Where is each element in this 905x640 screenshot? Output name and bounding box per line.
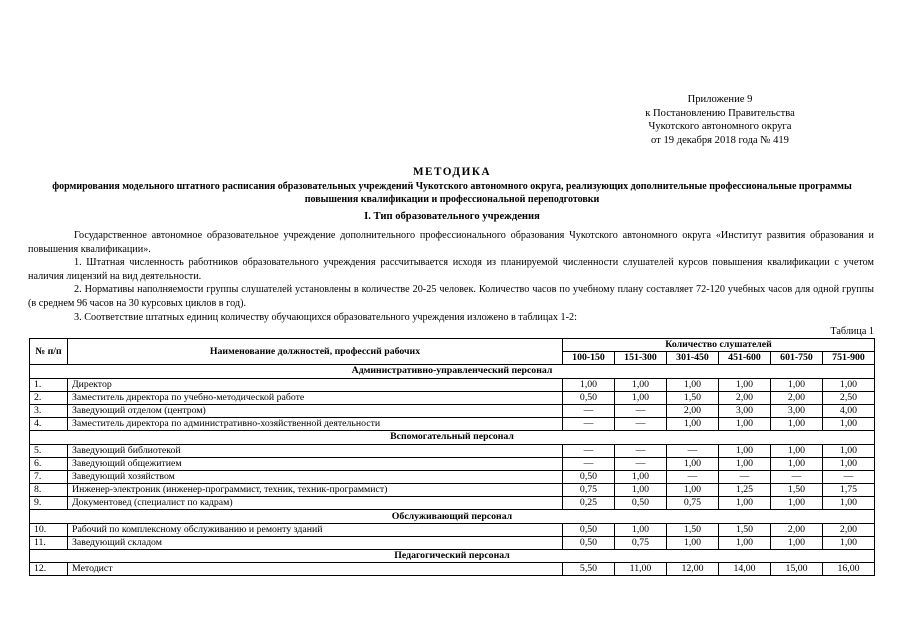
staff-value: 1,00 — [615, 484, 667, 497]
staff-value: 4,00 — [823, 404, 875, 417]
staff-value: — — [563, 418, 615, 431]
table-row — [30, 444, 875, 457]
section-row — [30, 510, 875, 523]
staff-value: — — [563, 457, 615, 470]
staff-value: 0,25 — [563, 497, 615, 510]
staff-value: 1,00 — [667, 378, 719, 391]
position-name: Документовед (специалист по кадрам) — [68, 497, 563, 510]
staff-value: 0,75 — [563, 484, 615, 497]
staff-value: 1,50 — [667, 391, 719, 404]
header-range: 151-300 — [615, 352, 667, 365]
section-title: Административно-управленческий персонал — [30, 365, 875, 378]
row-number: 9. — [30, 497, 68, 510]
staff-value: 1,00 — [771, 497, 823, 510]
staff-value: 1,00 — [823, 444, 875, 457]
staff-value: 12,00 — [667, 563, 719, 576]
body-text — [28, 229, 874, 324]
staff-value: 2,00 — [771, 391, 823, 404]
section-heading: I. Тип образовательного учреждения — [364, 211, 540, 222]
section-title: Обслуживающий персонал — [30, 510, 875, 523]
staff-value: 1,00 — [771, 444, 823, 457]
table-row — [30, 563, 875, 576]
row-number: 7. — [30, 470, 68, 483]
staff-value: 1,00 — [823, 497, 875, 510]
staff-value: 2,50 — [823, 391, 875, 404]
staff-value: 0,50 — [563, 470, 615, 483]
staff-value: 1,50 — [719, 523, 771, 536]
staff-value: 1,00 — [771, 536, 823, 549]
staff-table — [29, 338, 875, 576]
staff-value: 1,00 — [823, 457, 875, 470]
paragraph: Государственное автономное образовательное учреждение дополнительного профессионального образования Чукотского автономного округа «Институт развития образования и повышения квалификации». — [28, 230, 874, 255]
document-title: МЕТОДИКА — [412, 166, 492, 178]
table-row — [30, 536, 875, 549]
table-body — [30, 365, 875, 576]
paragraph: 2. Нормативы наполняемости группы слушателей установлены в количестве 20-25 человек. Количество часов по учебному плану составляет 72-120 учебных часов для одной группы (в среднем 96 часов на 30 курсовых циклов в год). — [28, 284, 874, 309]
section-title: Вспомогательный персонал — [30, 431, 875, 444]
row-number: 5. — [30, 444, 68, 457]
staff-value: — — [615, 457, 667, 470]
header-number: № п/п — [30, 339, 68, 365]
staff-value: 15,00 — [771, 563, 823, 576]
staff-value: 1,00 — [563, 378, 615, 391]
position-name: Заведующий отделом (центром) — [68, 404, 563, 417]
position-name: Директор — [68, 378, 563, 391]
row-number: 3. — [30, 404, 68, 417]
appendix-line: Приложение 9 — [687, 94, 753, 105]
header-range: 601-750 — [771, 352, 823, 365]
staff-value: 3,00 — [771, 404, 823, 417]
table-row — [30, 470, 875, 483]
header-position: Наименование должностей, профессий рабочих — [68, 339, 563, 365]
header-range: 751-900 — [823, 352, 875, 365]
row-number: 6. — [30, 457, 68, 470]
staff-value: 1,00 — [667, 457, 719, 470]
staff-value: 0,75 — [615, 536, 667, 549]
table-row — [30, 404, 875, 417]
header-range: 451-600 — [719, 352, 771, 365]
position-name: Рабочий по комплексному обслуживанию и ремонту зданий — [68, 523, 563, 536]
position-name: Заведующий общежитием — [68, 457, 563, 470]
staff-value: 16,00 — [823, 563, 875, 576]
staff-value: — — [771, 470, 823, 483]
staff-value: 1,50 — [771, 484, 823, 497]
staff-value: 1,00 — [771, 457, 823, 470]
paragraph: 1. Штатная численность работников образовательного учреждения рассчитывается исходя из планируемой численности слушателей курсов повышения квалификации с учетом наличия лицензий на вид деятельности. — [28, 257, 874, 282]
staff-value: 0,75 — [667, 497, 719, 510]
staff-value: 1,00 — [771, 378, 823, 391]
staff-value: — — [823, 470, 875, 483]
row-number: 10. — [30, 523, 68, 536]
row-number: 12. — [30, 563, 68, 576]
section-row — [30, 365, 875, 378]
header-range: 301-450 — [667, 352, 719, 365]
table-row — [30, 391, 875, 404]
section-row — [30, 431, 875, 444]
staff-value: 1,00 — [719, 536, 771, 549]
position-name: Заместитель директора по учебно-методической работе — [68, 391, 563, 404]
staff-value: 5,50 — [563, 563, 615, 576]
section-title: Педагогический персонал — [30, 550, 875, 563]
table-row — [30, 457, 875, 470]
position-name: Заведующий складом — [68, 536, 563, 549]
staff-value: — — [615, 444, 667, 457]
staff-value: 14,00 — [719, 563, 771, 576]
staff-value: 2,00 — [667, 404, 719, 417]
position-name: Методист — [68, 563, 563, 576]
staff-value: 2,00 — [771, 523, 823, 536]
staff-value: 1,00 — [719, 378, 771, 391]
staff-value: 2,00 — [823, 523, 875, 536]
staff-value: 1,00 — [615, 378, 667, 391]
staff-value: 3,00 — [719, 404, 771, 417]
table-row — [30, 523, 875, 536]
staff-value: 1,50 — [667, 523, 719, 536]
staff-value: 1,00 — [719, 418, 771, 431]
staff-value: 1,00 — [719, 497, 771, 510]
staff-value: 1,00 — [615, 523, 667, 536]
staff-value: 1,00 — [615, 391, 667, 404]
staff-value: — — [615, 404, 667, 417]
staff-value: 1,75 — [823, 484, 875, 497]
row-number: 4. — [30, 418, 68, 431]
staff-value: 1,00 — [823, 536, 875, 549]
staff-value: 1,00 — [719, 444, 771, 457]
row-number: 1. — [30, 378, 68, 391]
staff-value: 1,00 — [771, 418, 823, 431]
table-caption: Таблица 1 — [830, 326, 874, 337]
staff-value: 0,50 — [563, 536, 615, 549]
staff-value: 0,50 — [563, 391, 615, 404]
row-number: 11. — [30, 536, 68, 549]
staff-value: 1,00 — [823, 418, 875, 431]
staff-value: 2,00 — [719, 391, 771, 404]
document-subtitle: формирования модельного штатного расписания образовательных учреждений Чукотского автономного округа, реализующих дополнительные профессиональные программы повышения квалификации и профессиональной переподготовки — [52, 181, 852, 205]
position-name: Инженер-электроник (инженер-программист, техник, техник-программист) — [68, 484, 563, 497]
staff-value: 1,25 — [719, 484, 771, 497]
appendix-block — [560, 93, 880, 147]
staff-value: 1,00 — [667, 418, 719, 431]
row-number: 8. — [30, 484, 68, 497]
appendix-line: от 19 декабря 2018 года № 419 — [651, 134, 789, 146]
staff-value: 0,50 — [615, 497, 667, 510]
staff-value: 1,00 — [667, 536, 719, 549]
staff-value: — — [563, 444, 615, 457]
table-row — [30, 484, 875, 497]
staff-value: 1,00 — [823, 378, 875, 391]
staff-value: 1,00 — [719, 457, 771, 470]
staff-value: — — [563, 404, 615, 417]
staff-value: — — [719, 470, 771, 483]
section-row — [30, 550, 875, 563]
staff-value: 1,00 — [667, 484, 719, 497]
row-number: 2. — [30, 391, 68, 404]
paragraph: 3. Соответствие штатных единиц количеству обучающихся образовательного учреждения изложено в таблицах 1-2: — [74, 311, 577, 323]
position-name: Заведующий библиотекой — [68, 444, 563, 457]
staff-value: 0,50 — [563, 523, 615, 536]
position-name: Заведующий хозяйством — [68, 470, 563, 483]
table-row — [30, 497, 875, 510]
header-range: 100-150 — [563, 352, 615, 365]
position-name: Заместитель директора по административно-хозяйственной деятельности — [68, 418, 563, 431]
appendix-line: к Постановлению Правительства — [645, 107, 795, 119]
table-row — [30, 378, 875, 391]
appendix-line: Чукотского автономного округа — [648, 121, 792, 133]
table-row — [30, 418, 875, 431]
staff-value: 1,00 — [615, 470, 667, 483]
staff-value: 11,00 — [615, 563, 667, 576]
staff-value: — — [667, 470, 719, 483]
staff-value: — — [667, 444, 719, 457]
staff-value: — — [615, 418, 667, 431]
header-students: Количество слушателей — [563, 339, 875, 352]
